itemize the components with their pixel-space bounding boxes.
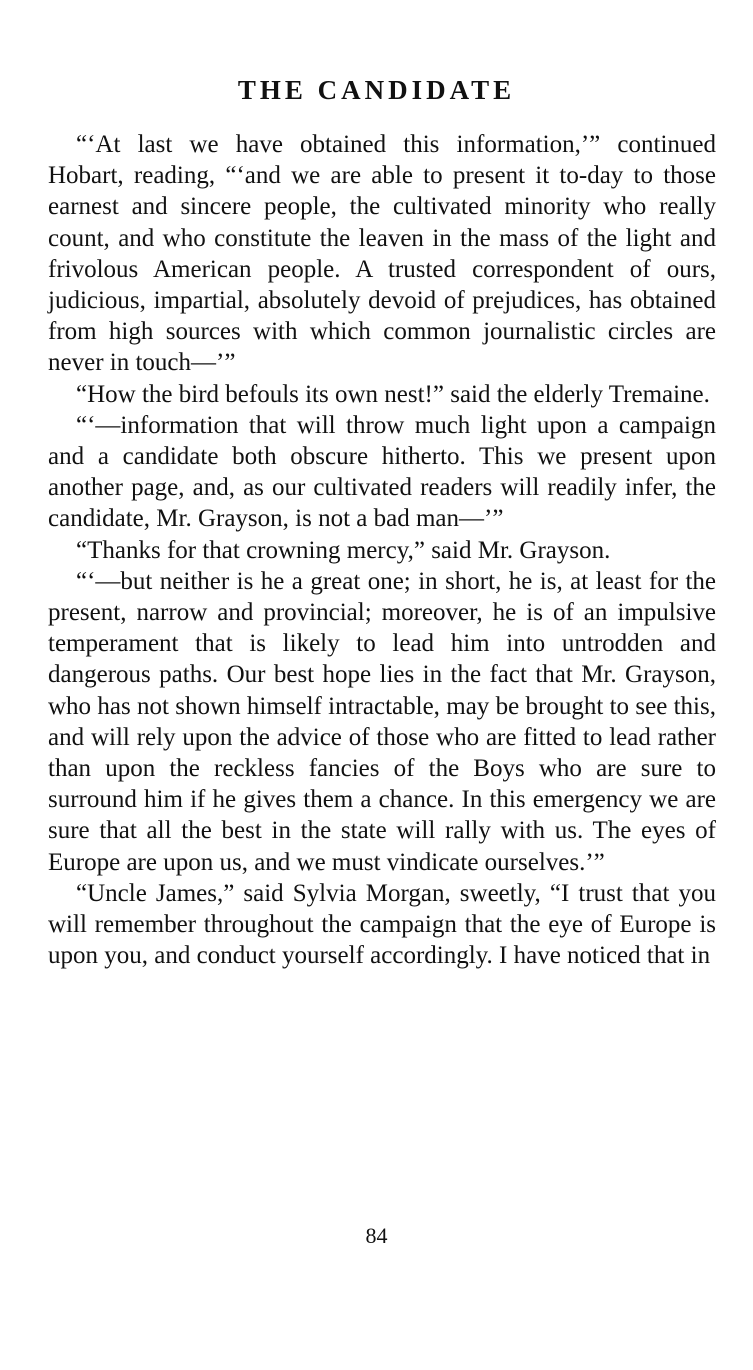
- paragraph-information-excerpt: “‘—information that will throw much light upon a campaign and a candidate both obscure hitherto. This we present upon another page, and, as our cultivated readers will readily infer, the candidate, Mr. Grayson, is not a bad man—’”: [48, 411, 716, 533]
- paragraph-newspaper-excerpt: “‘At last we have obtained this information,’” continued Hobart, reading, “‘and we are able to present it to-day to those earnest and sincere people, the cultivated minority who really count, and who constitute the leaven in the mass of the light and frivolous American people. A trusted correspondent of ours, judicious, impartial, absolutely devoid of prejudices, has obtained from high sources with which common journalistic circles are never in touch—’”: [48, 131, 716, 377]
- running-head: THE CANDIDATE: [237, 75, 516, 105]
- page-number: 84: [365, 1223, 388, 1248]
- paragraph-grayson-remark: “Thanks for that crowning mercy,” said Mr. Grayson.: [76, 536, 611, 564]
- paragraph-great-one-excerpt: “‘—but neither is he a great one; in short, he is, at least for the present, narrow and provincial; moreover, he is of an impulsive temperament that is likely to lead him into untrodden and dangerous paths. Our best hope lies in the fact that Mr. Grayson, who has not shown himself intractable, may be brought to see this, and will rely upon the advice of those who are fitted to lead rather than upon the reckless fancies of the Boys who are sure to surround him if he gives them a chance. In this emergency we are sure that all the best in the state will rally with us. The eyes of Europe are upon us, and we must vindicate ourselves.’”: [48, 567, 716, 876]
- paragraph-tremaine-remark: “How the bird befouls its own nest!” said the elderly Tremaine.: [76, 380, 710, 408]
- paragraph-sylvia-remark: “Uncle James,” said Sylvia Morgan, sweetly, “I trust that you will remember throughout the campaign that the eye of Europe is upon you, and conduct yourself accordingly. I have noticed that in: [48, 879, 716, 970]
- body-text: [48, 129, 716, 971]
